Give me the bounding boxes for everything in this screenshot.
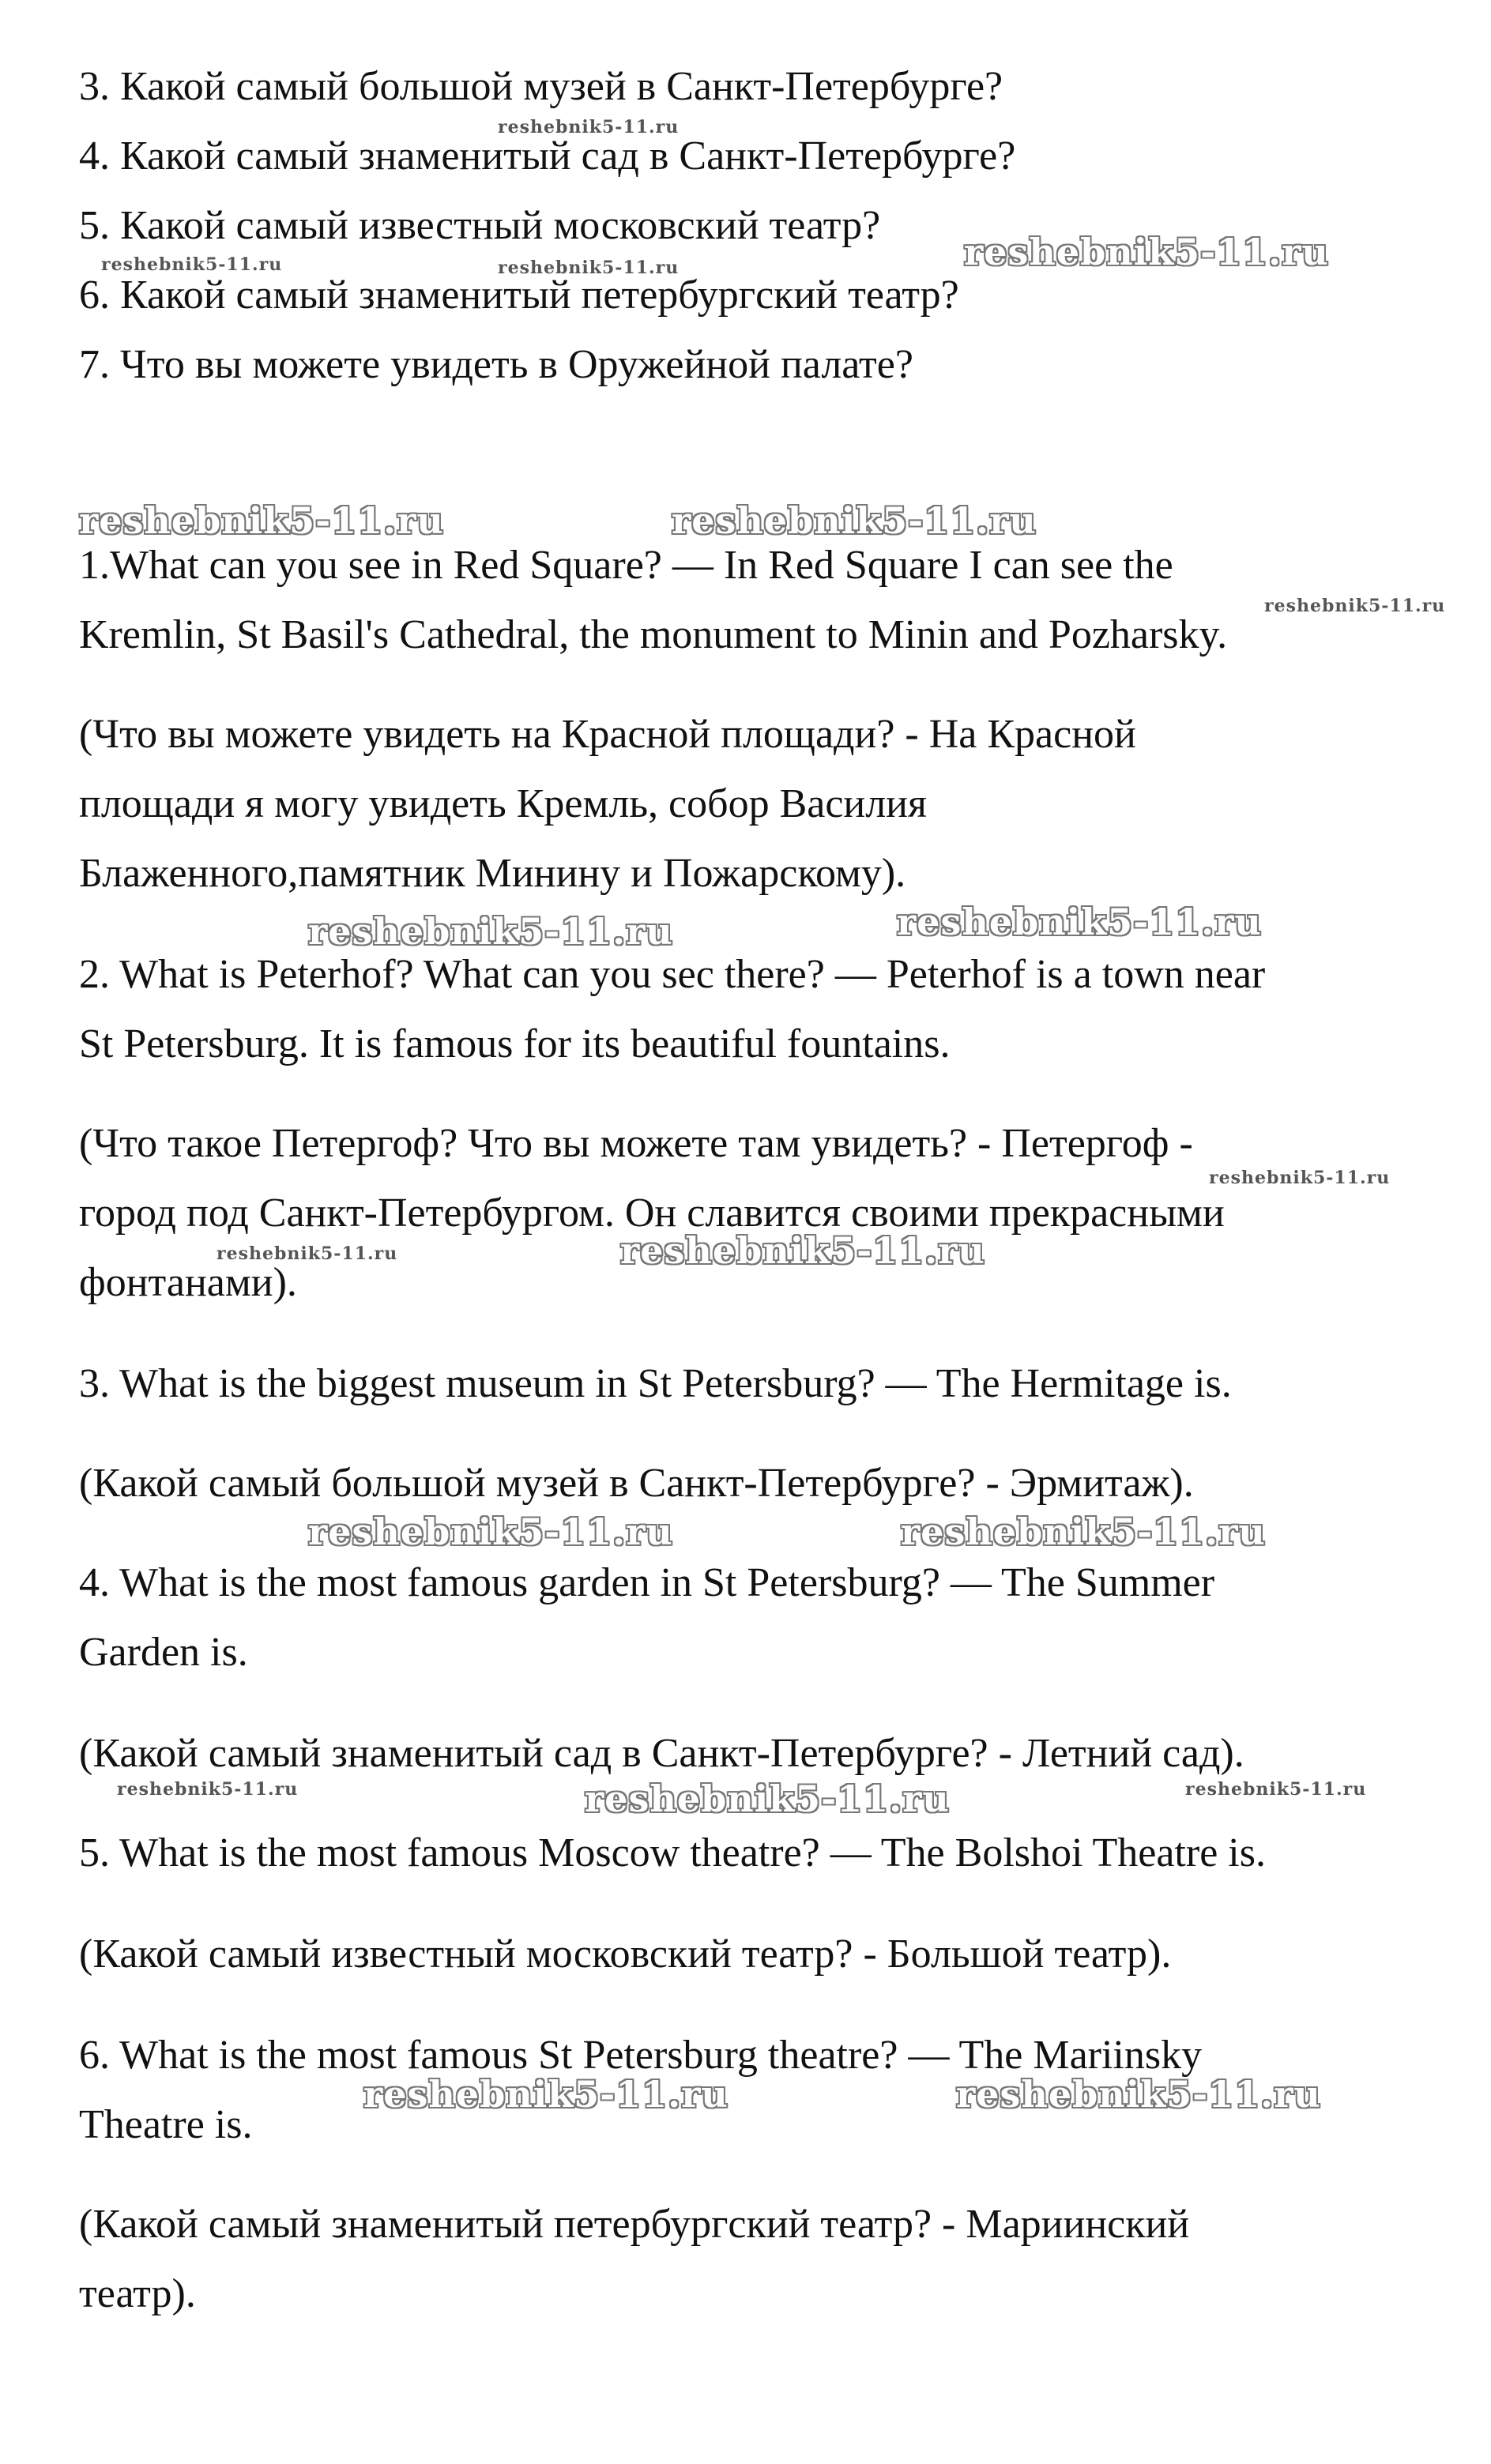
answer-6-ru-line-1: (Какой самый знаменитый петербургский театр? - Мариинский	[79, 2202, 1190, 2247]
answer-4-en-line-1: 4. What is the most famous garden in St Petersburg? — The Summer	[79, 1560, 1215, 1605]
watermark: reshebnik5-11.ru	[216, 1243, 398, 1264]
answer-1-ru-line-2: площади я могу увидеть Кремль, собор Василия	[79, 781, 927, 826]
answer-3-en-line-1: 3. What is the biggest museum in St Petersburg? — The Hermitage is.	[79, 1361, 1232, 1406]
question-ru-5: 5. Какой самый известный московский театр?	[79, 203, 881, 248]
answer-4-en-line-2: Garden is.	[79, 1630, 248, 1675]
answer-2-ru-line-3: фонтанами).	[79, 1260, 297, 1305]
answer-1-ru-line-1: (Что вы можете увидеть на Красной площади? - На Красной	[79, 712, 1136, 757]
watermark: reshebnik5-11.ru	[956, 2073, 1321, 2116]
watermark: reshebnik5-11.ru	[308, 910, 673, 953]
watermark: reshebnik5-11.ru	[363, 2073, 729, 2116]
watermark: reshebnik5-11.ru	[672, 499, 1037, 542]
watermark: reshebnik5-11.ru	[101, 254, 283, 275]
watermark: reshebnik5-11.ru	[1264, 596, 1446, 616]
answer-5-ru-line-1: (Какой самый известный московский театр? - Большой театр).	[79, 1932, 1172, 1977]
watermark: reshebnik5-11.ru	[498, 117, 680, 137]
watermark: reshebnik5-11.ru	[117, 1779, 299, 1800]
watermark: reshebnik5-11.ru	[79, 499, 444, 542]
answer-5-en-line-1: 5. What is the most famous Moscow theatre? — The Bolshoi Theatre is.	[79, 1830, 1266, 1875]
answer-3-ru-line-1: (Какой самый большой музей в Санкт-Петербурге? - Эрмитаж).	[79, 1461, 1194, 1506]
answer-2-en-line-1: 2. What is Peterhof? What can you sec there? — Peterhof is a town near	[79, 952, 1266, 997]
answer-1-en-line-1: 1.What can you see in Red Square? — In Red Square I can see the	[79, 543, 1173, 588]
answer-6-en-line-1: 6. What is the most famous St Petersburg theatre? — The Mariinsky	[79, 2033, 1203, 2078]
watermark: reshebnik5-11.ru	[901, 1510, 1266, 1553]
answer-2-ru-line-2: город под Санкт-Петербургом. Он славится своими прекрасными	[79, 1191, 1225, 1236]
answer-6-ru-line-2: театр).	[79, 2271, 196, 2316]
question-ru-6: 6. Какой самый знаменитый петербургский театр?	[79, 273, 959, 318]
answer-1-ru-line-3: Блаженного,памятник Минину и Пожарскому).	[79, 851, 906, 896]
watermark: reshebnik5-11.ru	[964, 231, 1329, 273]
watermark: reshebnik5-11.ru	[897, 901, 1262, 943]
answer-1-en-line-2: Kremlin, St Basil's Cathedral, the monument to Minin and Pozharsky.	[79, 612, 1228, 657]
question-ru-3: 3. Какой самый большой музей в Санкт-Петербурге?	[79, 64, 1003, 109]
watermark: reshebnik5-11.ru	[308, 1510, 673, 1553]
question-ru-4: 4. Какой самый знаменитый сад в Санкт-Петербурге?	[79, 134, 1016, 179]
answer-6-en-line-2: Theatre is.	[79, 2102, 253, 2147]
answer-2-ru-line-1: (Что такое Петергоф? Что вы можете там увидеть? - Петергоф -	[79, 1121, 1193, 1166]
question-ru-7: 7. Что вы можете увидеть в Оружейной палате?	[79, 342, 913, 387]
answer-2-en-line-2: St Petersburg. It is famous for its beautiful fountains.	[79, 1021, 951, 1066]
watermark: reshebnik5-11.ru	[1185, 1779, 1367, 1800]
watermark: reshebnik5-11.ru	[620, 1229, 985, 1272]
answer-4-ru-line-1: (Какой самый знаменитый сад в Санкт-Петербурге? - Летний сад).	[79, 1731, 1244, 1776]
watermark: reshebnik5-11.ru	[585, 1777, 950, 1820]
watermark: reshebnik5-11.ru	[498, 258, 680, 278]
watermark: reshebnik5-11.ru	[1209, 1168, 1391, 1188]
